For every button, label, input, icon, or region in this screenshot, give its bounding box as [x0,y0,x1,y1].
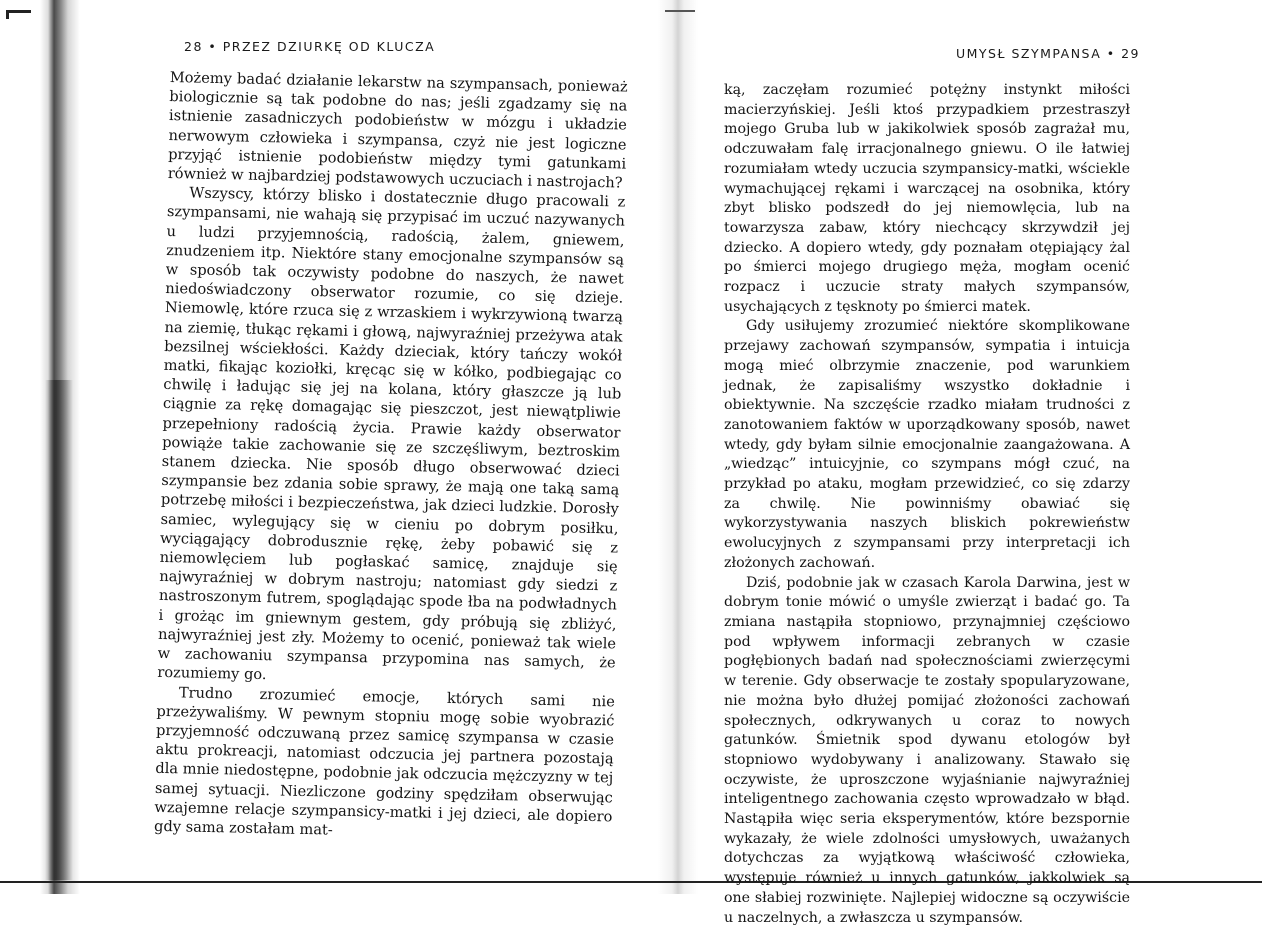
right-page-text [724,81,1130,928]
left-paragraph-3: Trudno zrozumieć emocje, których sami nie przeżywaliśmy. W pewnym stopniu mogę sobie wyobrazić przyjemność odczuwaną przez samicę szympansa w czasie aktu prokreacji, natomiast odczucia jej partnera pozostają dla mnie niedostępne, podobnie jak odczucia mężczyzny w tej samej sytuacji. Niezliczone godziny spędziłam obserwując wzajemne relacje szympansicy-matki i jej dzieci, ale dopiero gdy sama zostałam mat- [153,683,616,839]
left-page-text [154,68,628,846]
left-paragraph-2: Wszyscy, którzy blisko i dostatecznie długo pracowali z szympansami, nie wahają się przypisać im uczuć nazywanych u ludzi przyjemnością, radością, żalem, gniewem, znudzeniem itp. Niektóre stany emocjonalne szympansów są w sposób tak oczywisty podobne do naszych, że nawet niedoświadczony obserwator rozumie, co się dzieje. Niemowlę, które rzuca się z wrzaskiem i wykrzywioną twarzą na ziemię, tłukąc rękami i głową, najwyraźniej przeżywa atak bezsilnej wściekłości. Każdy dzieciak, który tańczy wokół matki, fikając koziołki, kręcąc się w kółko, podbiegając co chwilę i ładując się jej na kolana, który głaszcze ją lub ciągnie za rękę domagając się pieszczot, jest niewątpliwie przepełniony radością życia. Prawie każdy obserwator powiąże takie zachowanie się ze szczęśliwym, beztroskim stanem dziecka. Nie sposób długo obserwować dzieci szympansie bez zdania sobie sprawy, że mają one taką samą potrzebę miłości i bezpieczeństwa, jak dzieci ludzkie. Dorosły samiec, wylegujący się w cieniu po dobrym posiłku, wyciągający dobrodusznie rękę, żeby pobawić się z niemowlęciem lub pogłaskać samicę, znajduje się najwyraźniej w dobrym nastroju; natomiast gdy siedzi z nastroszonym futrem, spoglądając spode łba na podwładnych i grożąc im gniewnym gestem, gdy próbują się zbliżyć, najwyraźniej jest zły. Możemy to ocenić, ponieważ tak wiele w zachowaniu szympansa przypomina nas samych, że rozumiemy go. [157,184,626,684]
left-running-head: 28 • PRZEZ DZIURKĘ OD KLUCZA [184,39,436,54]
right-page [724,40,1140,928]
center-gutter [658,0,698,894]
right-paragraph-1: ką, zaczęłam rozumieć potężny instynkt miłości macierzyńskiej. Jeśli ktoś przypadkiem przestraszył mojego Gruba lub w jakikolwiek sposób zagrażał mu, odczuwałam falę irracjonalnego gniewu. O ile łatwiej rozumiałam wtedy uczucia szympansicy-matki, wściekle wymachującej rękami i warczącej na osobnika, który zbyt blisko podszedł do jej niemowlęcia, lub na towarzysza zabaw, który niechcący skrzywdził jej dziecko. A dopiero wtedy, gdy poznałam otępiający żal po śmierci mojego drugiego męża, mogłam ocenić rozpacz i uczucie straty małych szympansów, usychających z tęsknoty po śmierci matek. [724,82,1130,315]
right-paragraph-2: Gdy usiłujemy zrozumieć niektóre skomplikowane przejawy zachowań szympansów, sympatia i intuicja mogą mieć olbrzymie znaczenie, pod warunkiem jednak, że zapisaliśmy wszystko dokładnie i obiektywnie. Na szczęście rzadko miałam trudności z zanotowaniem faktów w uporządkowany sposób, nawet wtedy, gdy byłam silnie emocjonalnie zaangażowana. A „wiedząc” intuicyjnie, co szympans mógł czuć, na przykład po ataku, mogłam przewidzieć, co się zdarzy za chwilę. Nie powinniśmy obawiać się wykorzystywania naszych bliskich pokrewieństw ewolucyjnych z szympansami przy interpretacji ich złożonych zachowań. [724,318,1130,571]
left-binding-dark-edge [45,380,73,880]
left-page [153,30,628,839]
left-paragraph-1: Możemy badać działanie lekarstw na szympansach, ponieważ biologicznie są tak podobne do nas; jeśli zgadzamy się na istnienie zasadniczych podobieństw w mózgu i układzie nerwowym człowieka i szympansa, czyż nie jest logiczne przyjąć istnienie podobieństw między tymi gatunkami również w najbardziej podstawowych uczuciach i nastrojach? [167,68,628,192]
scan-corner-mark [6,10,31,19]
gutter-mark [665,10,695,16]
right-running-head: UMYSŁ SZYMPANSA • 29 [955,46,1140,61]
right-paragraph-3: Dziś, podobnie jak w czasach Karola Darwina, jest w dobrym tonie mówić o umyśle zwierząt i badać go. Ta zmiana nastąpiła stopniowo, przynajmniej częściowo pod wpływem informacji zebranych w czasie pogłębionych badań nad społecznościami zwierzęcymi w terenie. Gdy obserwacje te zostały spopularyzowane, nie można było dłużej pomijać złożoności zachowań społecznych, odkrywanych u coraz to nowych gatunków. Śmietnik spod dywanu etologów był stopniowo wydobywany i analizowany. Stawało się oczywiste, że uproszczone wyjaśnianie najwyraźniej inteligentnego zachowania często wprowadzało w błąd. Nastąpiła więc seria eksperymentów, które bezspornie wykazały, że wiele zdolności umysłowych, uważanych dotychczas za wyjątkową właściwość człowieka, występuje również u innych gatunków, jakkolwiek są one słabiej rozwinięte. Najlepiej widoczne są oczywiście u naczelnych, a zwłaszcza u szympansów. [724,574,1130,926]
